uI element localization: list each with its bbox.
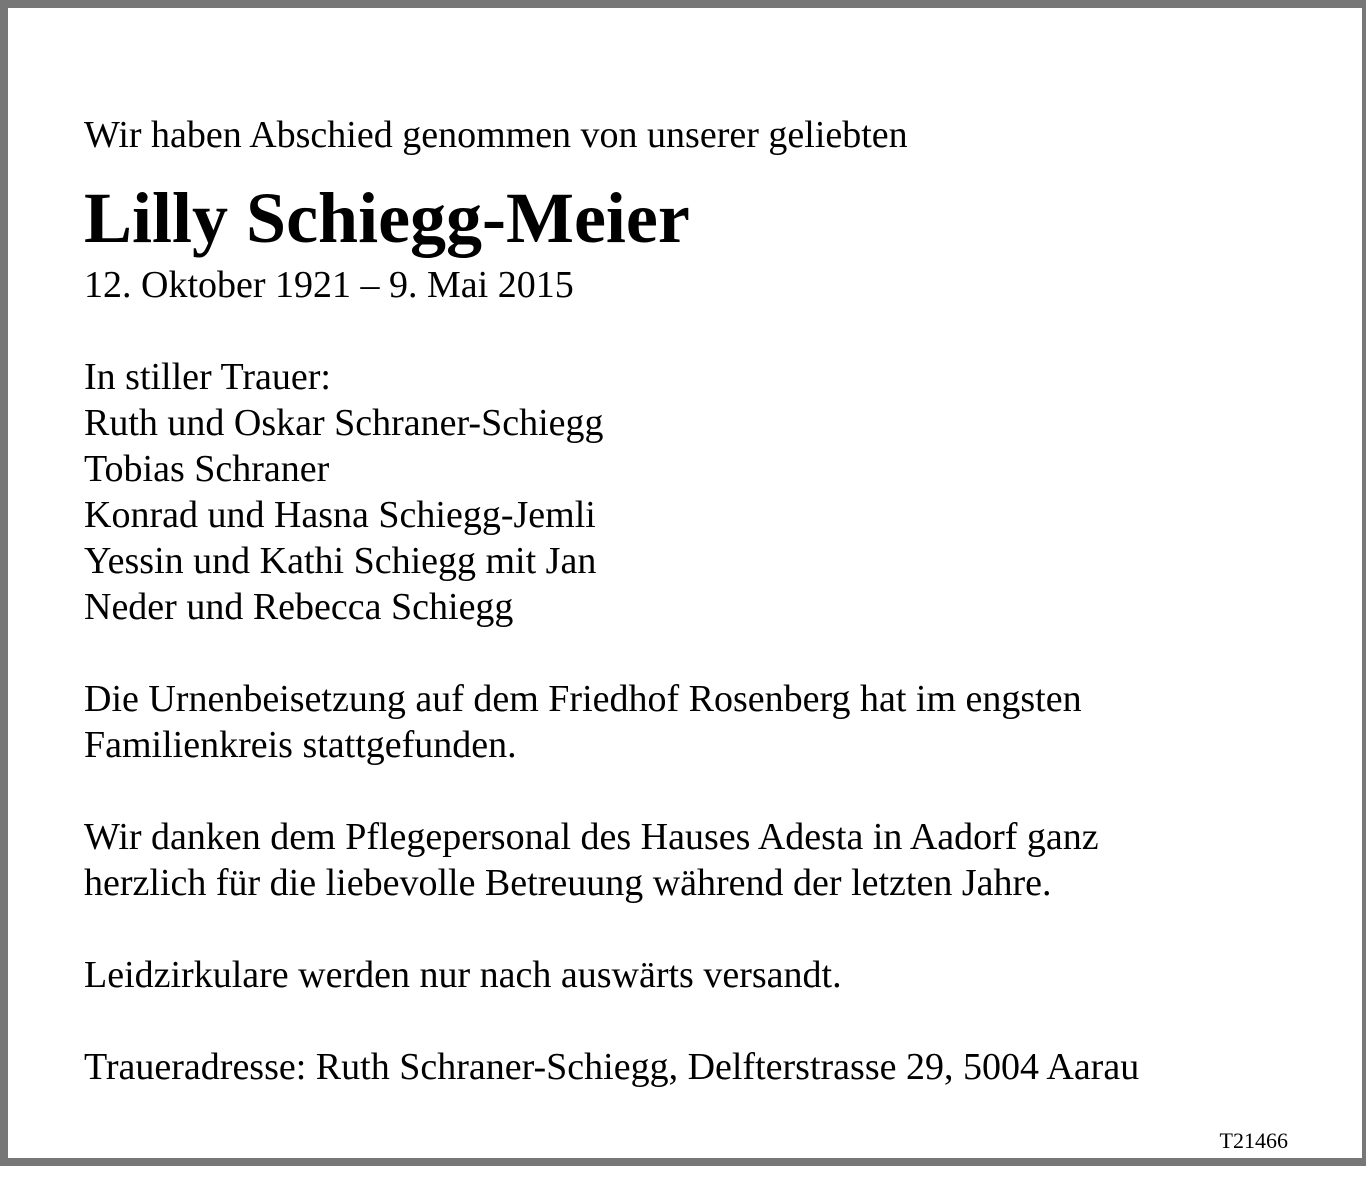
obituary-content — [84, 112, 1324, 1090]
burial-line: Familienkreis stattgefunden. — [84, 724, 517, 766]
mourner-name: Yessin und Kathi Schiegg mit Jan — [84, 540, 597, 582]
mourner-name: Tobias Schraner — [84, 448, 330, 490]
deceased-name: Lilly Schiegg-Meier — [84, 178, 690, 258]
mourner-name: Neder und Rebecca Schiegg — [84, 586, 514, 628]
burial-paragraph — [84, 676, 1324, 768]
thanks-line: Wir danken dem Pflegepersonal des Hauses Adesta in Aadorf ganz — [84, 816, 1099, 858]
burial-line: Die Urnenbeisetzung auf dem Friedhof Rosenberg hat im engsten — [84, 678, 1082, 720]
thanks-paragraph — [84, 814, 1324, 906]
mourners-heading: In stiller Trauer: — [84, 356, 331, 398]
mourners-block — [84, 354, 1324, 630]
mourning-address: Traueradresse: Ruth Schraner-Schiegg, Delfterstrasse 29, 5004 Aarau — [84, 1046, 1140, 1088]
intro-text: Wir haben Abschied genommen von unserer geliebten — [84, 114, 908, 156]
life-dates: 12. Oktober 1921 – 9. Mai 2015 — [84, 264, 574, 306]
mourner-name: Konrad und Hasna Schiegg-Jemli — [84, 494, 596, 536]
thanks-line: herzlich für die liebevolle Betreuung während der letzten Jahre. — [84, 862, 1052, 904]
mourner-name: Ruth und Oskar Schraner-Schiegg — [84, 402, 604, 444]
reference-code: T21466 — [1219, 1128, 1288, 1153]
circular-notice: Leidzirkulare werden nur nach auswärts versandt. — [84, 954, 842, 996]
